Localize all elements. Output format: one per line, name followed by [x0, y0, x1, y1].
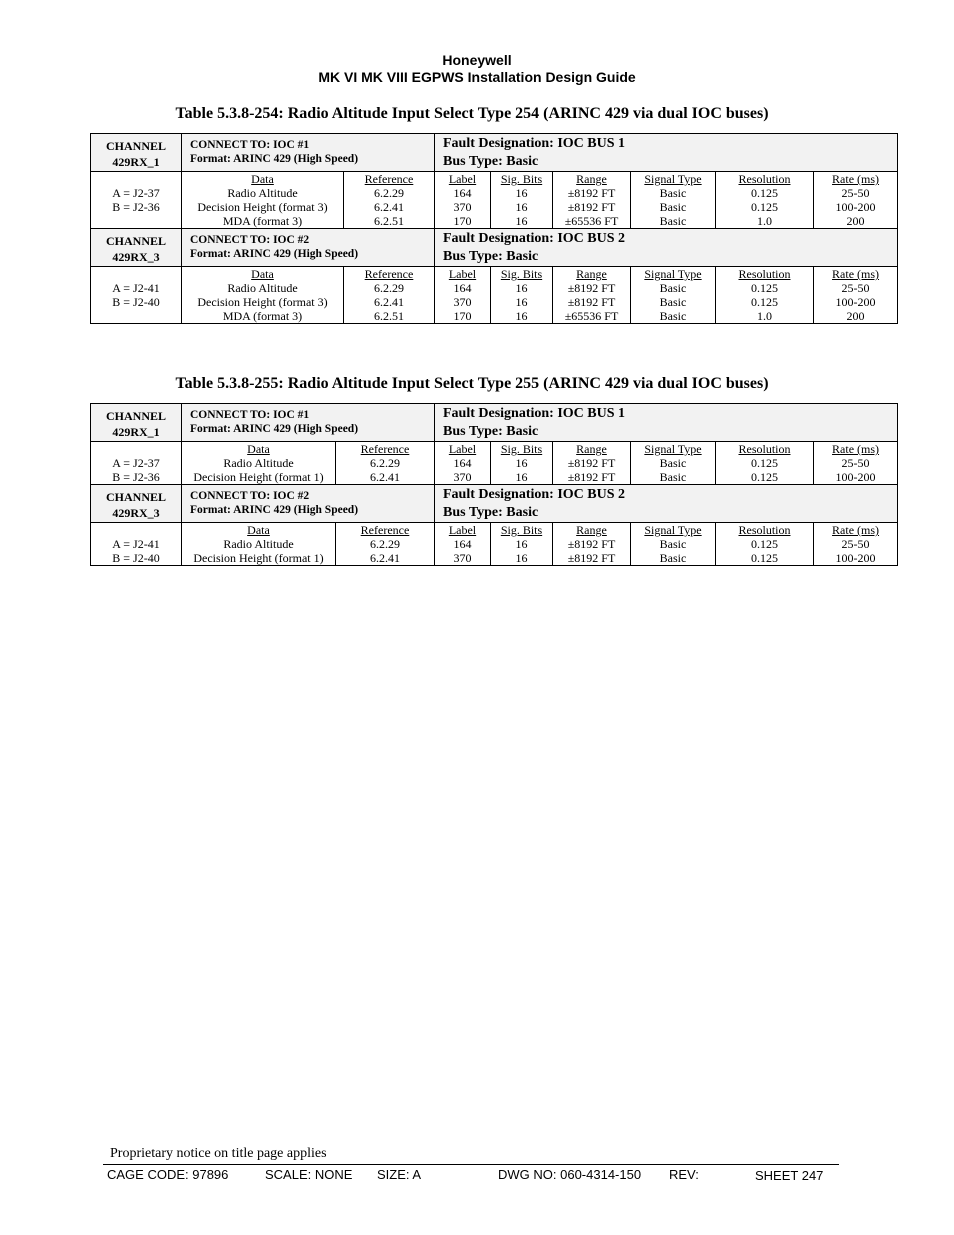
table-cell: 1.0: [757, 309, 772, 323]
fault-designation-cell: [435, 134, 898, 172]
column-4: [553, 172, 631, 229]
column-header: Label: [448, 267, 477, 281]
table-cell: 25-50: [841, 186, 870, 200]
table-cell: 370: [453, 470, 472, 484]
column-1: [344, 267, 435, 324]
pin-label: B = J2-36: [112, 200, 160, 214]
table-cell: 16: [515, 537, 528, 551]
fault-designation-cell: [435, 404, 898, 442]
column-2: [435, 442, 491, 485]
footer-scale: SCALE: NONE: [265, 1167, 353, 1182]
table-cell: Basic: [659, 470, 687, 484]
column-header: Resolution: [738, 267, 791, 281]
channel-header-row: [91, 485, 898, 523]
column-6: [716, 442, 814, 485]
channel-header-row: [91, 229, 898, 267]
table-cell: ±8192 FT: [567, 200, 616, 214]
table-cell: 25-50: [841, 537, 870, 551]
table-cell: 100-200: [835, 551, 876, 565]
table-cell: 0.125: [751, 295, 778, 309]
pin-spacer: [91, 267, 181, 281]
pin-label: B = J2-40: [112, 295, 160, 309]
column-header: Signal Type: [644, 267, 702, 281]
column-header: Range: [576, 172, 607, 186]
table-cell: Basic: [659, 200, 687, 214]
column-header: Rate (ms): [832, 523, 880, 537]
column-7: [814, 267, 898, 324]
table-cell: ±8192 FT: [567, 295, 616, 309]
table-cell: 6.2.29: [370, 537, 400, 551]
table-cell: 6.2.41: [374, 295, 404, 309]
channel-cell: [91, 404, 182, 442]
table-cell: ±8192 FT: [567, 470, 616, 484]
fault-designation-cell: [435, 485, 898, 523]
column-header: Sig. Bits: [500, 523, 543, 537]
column-header: Range: [576, 442, 607, 456]
table-cell: 16: [515, 470, 528, 484]
pin-cell: [91, 172, 182, 229]
column-0: [182, 442, 336, 485]
channel-line: 429RX_3: [112, 250, 160, 264]
table-cell: Radio Altitude: [227, 186, 298, 200]
table-cell: 6.2.41: [370, 470, 400, 484]
connect-line: CONNECT TO: IOC #1: [190, 139, 310, 151]
table-cell: 0.125: [751, 537, 778, 551]
header-guide-title: MK VI MK VIII EGPWS Installation Design Guide: [318, 69, 636, 85]
connect-to-cell: [182, 134, 435, 172]
pin-label: B = J2-36: [112, 470, 160, 484]
column-7: [814, 442, 898, 485]
table-cell: ±8192 FT: [567, 551, 616, 565]
table-cell: 6.2.51: [374, 214, 404, 228]
table-cell: Basic: [659, 186, 687, 200]
column-2: [435, 267, 491, 324]
column-3: [491, 267, 553, 324]
column-4: [553, 523, 631, 566]
column-header: Sig. Bits: [500, 267, 543, 281]
table-cell: 16: [515, 200, 528, 214]
pin-label: A = J2-41: [112, 537, 160, 551]
fault-line: Bus Type: Basic: [443, 505, 539, 520]
table-cell: Basic: [659, 551, 687, 565]
column-header: Signal Type: [644, 172, 702, 186]
channel-line: CHANNEL: [105, 234, 166, 248]
fault-line: Fault Designation: IOC BUS 2: [443, 231, 626, 246]
table-cell: ±65536 FT: [564, 309, 619, 323]
table-cell: Basic: [659, 214, 687, 228]
pin-label: B = J2-40: [112, 551, 160, 565]
column-5: [631, 442, 716, 485]
column-0: [182, 267, 344, 324]
fault-line: Bus Type: Basic: [443, 154, 539, 169]
table-cell: 100-200: [835, 200, 876, 214]
table-cell: Decision Height (format 1): [193, 551, 324, 565]
connect-line: Format: ARINC 429 (High Speed): [190, 153, 359, 165]
fault-line: Fault Designation: IOC BUS 1: [443, 136, 626, 151]
pin-spacer: [91, 442, 181, 456]
column-header: Data: [247, 442, 270, 456]
table-cell: 0.125: [751, 456, 778, 470]
column-1: [344, 172, 435, 229]
table-cell: ±8192 FT: [567, 456, 616, 470]
pin-spacer: [91, 523, 181, 537]
column-1: [336, 442, 435, 485]
column-5: [631, 523, 716, 566]
column-header: Data: [251, 172, 274, 186]
table-cell: Decision Height (format 1): [193, 470, 324, 484]
column-5: [631, 172, 716, 229]
table-cell: Basic: [659, 309, 687, 323]
table-cell: 25-50: [841, 281, 870, 295]
column-header: Sig. Bits: [500, 172, 543, 186]
table-cell: 16: [515, 214, 528, 228]
table-255-title: Table 5.3.8-255: Radio Altitude Input Select Type 255 (ARINC 429 via dual IOC buses): [175, 375, 769, 392]
footer-rev: REV:: [669, 1167, 699, 1182]
column-header: Rate (ms): [832, 267, 880, 281]
column-header: Resolution: [738, 172, 791, 186]
table-cell: ±8192 FT: [567, 281, 616, 295]
data-row: [91, 172, 898, 229]
table-255: [90, 403, 898, 566]
column-6: [716, 172, 814, 229]
table-cell: Radio Altitude: [223, 537, 294, 551]
table-cell: 370: [453, 295, 472, 309]
table-cell: 6.2.51: [374, 309, 404, 323]
channel-line: 429RX_1: [112, 425, 160, 439]
table-cell: ±8192 FT: [567, 537, 616, 551]
footer-cage-code: CAGE CODE: 97896: [107, 1167, 229, 1182]
table-cell: Basic: [659, 295, 687, 309]
column-header: Range: [576, 267, 607, 281]
table-cell: MDA (format 3): [222, 309, 303, 323]
pin-spacer: [91, 172, 181, 186]
table-254-title: Table 5.3.8-254: Radio Altitude Input Select Type 254 (ARINC 429 via dual IOC buses): [175, 105, 769, 122]
column-header: Range: [576, 523, 607, 537]
column-header: Reference: [364, 267, 414, 281]
column-header: Data: [251, 267, 274, 281]
table-cell: 6.2.41: [374, 200, 404, 214]
table-cell: 200: [846, 309, 865, 323]
table-cell: 16: [515, 281, 528, 295]
pin-label: A = J2-37: [112, 186, 160, 200]
column-2: [435, 523, 491, 566]
table-cell: 0.125: [751, 281, 778, 295]
channel-header-row: [91, 134, 898, 172]
table-cell: 370: [453, 200, 472, 214]
data-row: [91, 267, 898, 324]
table-cell: 1.0: [757, 214, 772, 228]
table-cell: 164: [453, 537, 472, 551]
table-cell: Decision Height (format 3): [197, 200, 328, 214]
pin-cell: [91, 523, 182, 566]
table-254: [90, 133, 898, 324]
connect-line: CONNECT TO: IOC #1: [190, 409, 310, 421]
column-header: Signal Type: [644, 442, 702, 456]
table-cell: MDA (format 3): [222, 214, 303, 228]
column-header: Sig. Bits: [500, 442, 543, 456]
table-cell: 6.2.41: [370, 551, 400, 565]
table-cell: 170: [453, 309, 472, 323]
column-3: [491, 172, 553, 229]
table-cell: ±8192 FT: [567, 186, 616, 200]
fault-designation-cell: [435, 229, 898, 267]
table-cell: 0.125: [751, 200, 778, 214]
connect-line: Format: ARINC 429 (High Speed): [190, 504, 359, 516]
fault-line: Fault Designation: IOC BUS 2: [443, 487, 626, 502]
fault-line: Fault Designation: IOC BUS 1: [443, 406, 626, 421]
column-header: Signal Type: [644, 523, 702, 537]
column-4: [553, 267, 631, 324]
table-cell: Basic: [659, 281, 687, 295]
table-cell: 164: [453, 456, 472, 470]
fault-line: Bus Type: Basic: [443, 249, 539, 264]
table-cell: 25-50: [841, 456, 870, 470]
column-header: Rate (ms): [832, 172, 880, 186]
channel-cell: [91, 229, 182, 267]
connect-line: CONNECT TO: IOC #2: [190, 234, 310, 246]
table-cell: 100-200: [835, 295, 876, 309]
column-header: Reference: [360, 442, 410, 456]
table-cell: 16: [515, 551, 528, 565]
connect-to-cell: [182, 404, 435, 442]
column-5: [631, 267, 716, 324]
column-header: Reference: [364, 172, 414, 186]
table-cell: 6.2.29: [374, 281, 404, 295]
fault-line: Bus Type: Basic: [443, 424, 539, 439]
column-header: Reference: [360, 523, 410, 537]
table-cell: 0.125: [751, 186, 778, 200]
table-cell: 16: [515, 456, 528, 470]
column-3: [491, 523, 553, 566]
table-cell: 164: [453, 281, 472, 295]
footer-size: SIZE: A: [377, 1167, 422, 1182]
table-cell: 370: [453, 551, 472, 565]
table-cell: Basic: [659, 456, 687, 470]
column-header: Rate (ms): [832, 442, 880, 456]
channel-line: 429RX_3: [112, 506, 160, 520]
column-header: Resolution: [738, 442, 791, 456]
table-cell: Radio Altitude: [227, 281, 298, 295]
column-2: [435, 172, 491, 229]
column-4: [553, 442, 631, 485]
footer-rule: [103, 1164, 839, 1165]
table-cell: 200: [846, 214, 865, 228]
pin-cell: [91, 442, 182, 485]
table-cell: Basic: [659, 537, 687, 551]
table-cell: Radio Altitude: [223, 456, 294, 470]
channel-line: 429RX_1: [112, 155, 160, 169]
table-cell: 170: [453, 214, 472, 228]
table-cell: Decision Height (format 3): [197, 295, 328, 309]
pin-label: A = J2-41: [112, 281, 160, 295]
connect-to-cell: [182, 485, 435, 523]
data-row: [91, 442, 898, 485]
table-cell: 0.125: [751, 551, 778, 565]
channel-cell: [91, 485, 182, 523]
table-cell: 16: [515, 309, 528, 323]
pin-cell: [91, 267, 182, 324]
table-cell: 0.125: [751, 470, 778, 484]
column-0: [182, 172, 344, 229]
pin-label: A = J2-37: [112, 456, 160, 470]
connect-to-cell: [182, 229, 435, 267]
column-header: Label: [448, 442, 477, 456]
column-7: [814, 172, 898, 229]
column-header: Data: [247, 523, 270, 537]
channel-header-row: [91, 404, 898, 442]
column-7: [814, 523, 898, 566]
table-cell: 100-200: [835, 470, 876, 484]
table-cell: 6.2.29: [370, 456, 400, 470]
connect-line: Format: ARINC 429 (High Speed): [190, 423, 359, 435]
table-cell: 164: [453, 186, 472, 200]
channel-cell: [91, 134, 182, 172]
connect-line: Format: ARINC 429 (High Speed): [190, 248, 359, 260]
table-cell: ±65536 FT: [564, 214, 619, 228]
footer-dwg-no: DWG NO: 060-4314-150: [498, 1167, 642, 1182]
column-1: [336, 523, 435, 566]
footer-sheet: SHEET 247: [755, 1168, 824, 1183]
column-6: [716, 267, 814, 324]
column-3: [491, 442, 553, 485]
data-row: [91, 523, 898, 566]
channel-line: CHANNEL: [105, 490, 166, 504]
table-cell: 6.2.29: [374, 186, 404, 200]
channel-line: CHANNEL: [105, 409, 166, 423]
proprietary-notice: Proprietary notice on title page applies: [110, 1146, 327, 1161]
column-header: Resolution: [738, 523, 791, 537]
table-cell: 16: [515, 186, 528, 200]
connect-line: CONNECT TO: IOC #2: [190, 490, 310, 502]
column-header: Label: [448, 172, 477, 186]
header-company: Honeywell: [442, 52, 512, 68]
column-header: Label: [448, 523, 477, 537]
column-0: [182, 523, 336, 566]
column-6: [716, 523, 814, 566]
channel-line: CHANNEL: [105, 139, 166, 153]
table-cell: 16: [515, 295, 528, 309]
